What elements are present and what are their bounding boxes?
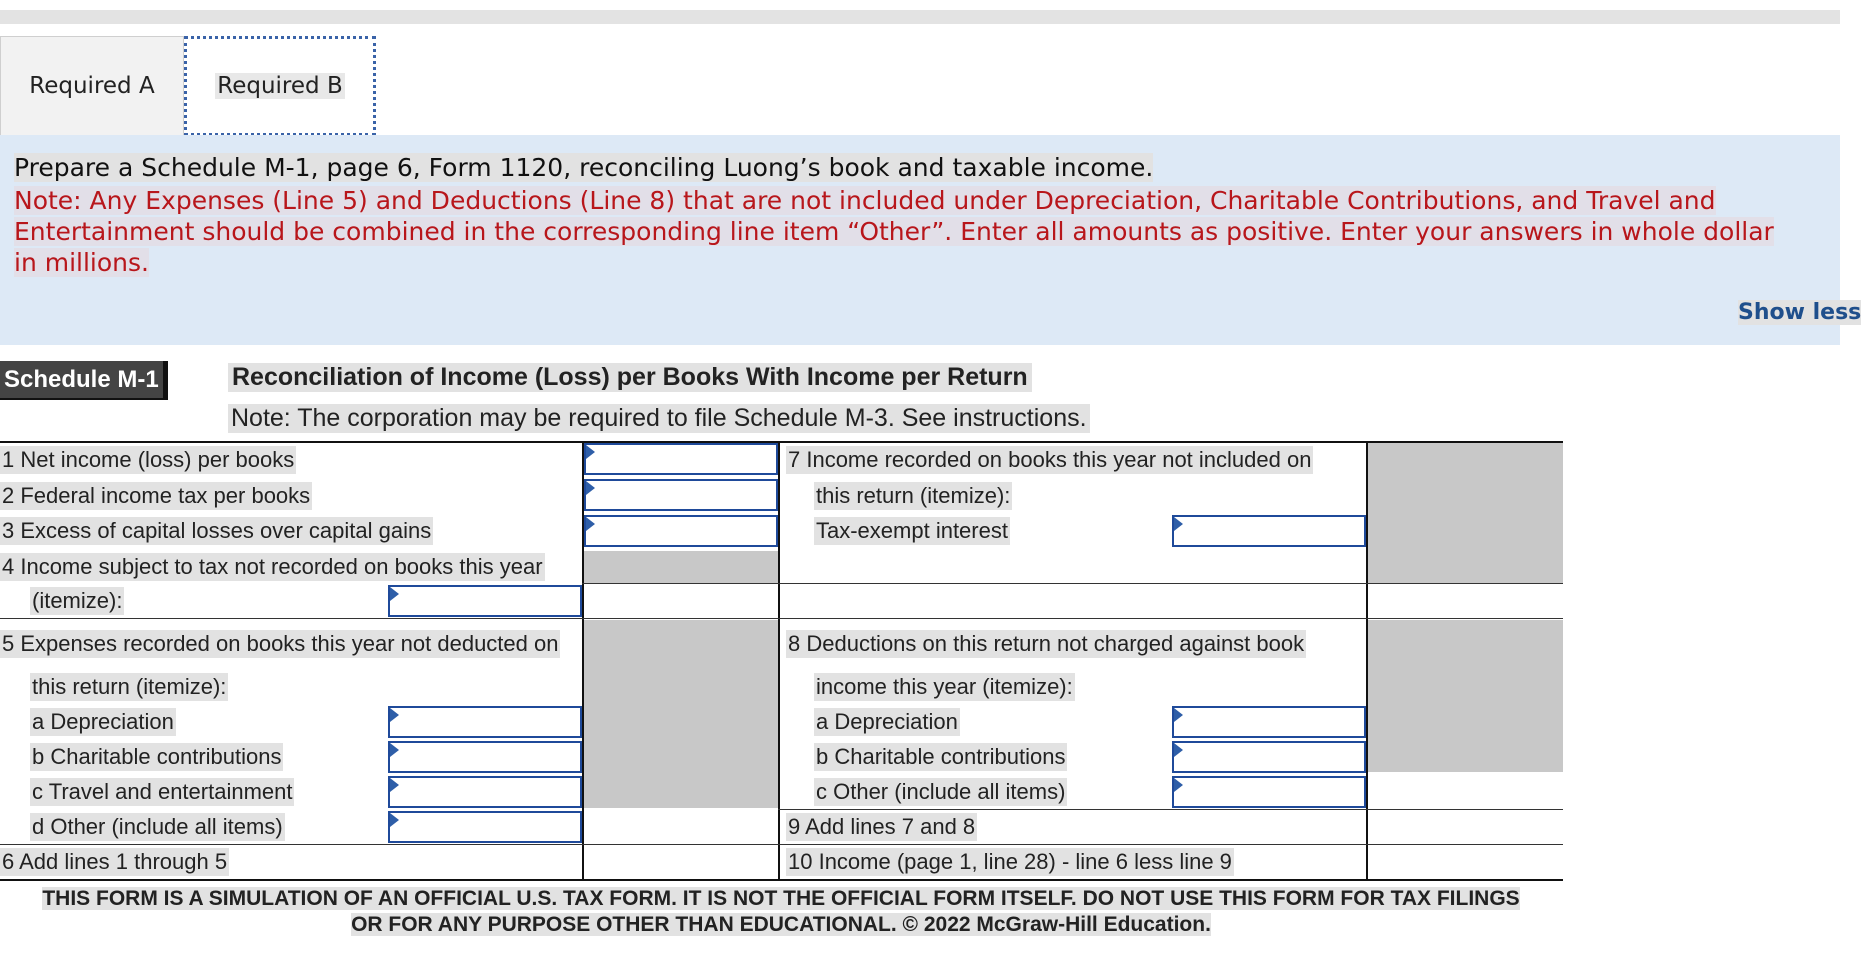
line-5a-input[interactable] [388,706,582,738]
form-disclaimer [0,886,1562,938]
line-9-label: 9 Add lines 7 and 8 [788,814,976,839]
table-border [0,879,1563,881]
line-2-input[interactable] [584,479,778,511]
line-10-label: 10 Income (page 1, line 28) - line 6 less line 9 [788,849,1232,874]
line-7-label: 7 Income recorded on books this year not included on [788,447,1312,472]
line-6-label: 6 Add lines 1 through 5 [2,849,228,874]
top-bar [0,10,1840,24]
row-divider [778,583,779,584]
line-5b-input[interactable] [388,741,582,773]
schedule-note: Note: The corporation may be required to file Schedule M-3. See instructions. [228,404,1090,433]
line-5c-input[interactable] [388,776,582,808]
line-7-itemize: this return (itemize): [816,483,1011,508]
line-4-input[interactable] [388,585,582,617]
tax-exempt-interest-input[interactable] [1172,515,1366,547]
row-divider [778,809,1563,810]
line-5-label: 5 Expenses recorded on books this year not deducted on [2,631,559,656]
column-divider [1366,441,1368,879]
shaded-cell [584,620,778,808]
tab-required-b[interactable] [184,36,376,136]
disclaimer-line: THIS FORM IS A SIMULATION OF AN OFFICIAL U.S. TAX FORM. IT IS NOT THE OFFICIAL FORM ITSELF. DO NOT USE THIS FORM FOR TAX FILINGS [42,887,1520,910]
tab-label: Required A [29,73,155,99]
shaded-cell [1368,620,1563,772]
line-8b-label: b Charitable contributions [816,744,1066,769]
line-8a-label: a Depreciation [816,709,958,734]
disclaimer-line: OR FOR ANY PURPOSE OTHER THAN EDUCATIONAL. © 2022 McGraw-Hill Education. [351,913,1211,936]
line-5d-input[interactable] [388,811,582,843]
instructions-note [14,185,1874,278]
line-3-label: 3 Excess of capital losses over capital gains [2,518,432,543]
instructions-panel [0,135,1862,345]
note-line: in millions. [14,248,149,277]
line-8a-input[interactable] [1172,706,1366,738]
show-less-link[interactable]: Show less [1738,300,1862,325]
column-divider [778,441,780,879]
tab-label: Required B [217,73,343,99]
row-divider [582,583,1563,584]
line-4-itemize: (itemize): [32,588,123,613]
line-1-label: 1 Net income (loss) per books [2,447,295,472]
tab-required-a[interactable] [0,36,184,135]
shaded-cell [584,551,778,584]
row-divider [0,618,1563,619]
line-1-input[interactable] [584,443,778,475]
line-8c-input[interactable] [1172,776,1366,808]
tax-exempt-interest-label: Tax-exempt interest [816,518,1008,543]
line-2-label: 2 Federal income tax per books [2,483,311,508]
line-5c-label: c Travel and entertainment [32,779,293,804]
schedule-title: Reconciliation of Income (Loss) per Books With Income per Return [228,363,1032,392]
line-8c-label: c Other (include all items) [816,779,1066,804]
table-border [0,441,1563,443]
line-5d-label: d Other (include all items) [32,814,283,839]
line-8-itemize: income this year (itemize): [816,674,1073,699]
line-5-itemize: this return (itemize): [32,674,227,699]
line-8b-input[interactable] [1172,741,1366,773]
note-line: Note: Any Expenses (Line 5) and Deductions (Line 8) that are not included under Depreciation, Charitable Contributions, and Travel and [14,186,1716,215]
tab-bar [0,36,1840,136]
line-5b-label: b Charitable contributions [32,744,282,769]
shaded-cell [1368,443,1563,583]
instructions-main: Prepare a Schedule M-1, page 6, Form 1120, reconciling Luong’s book and taxable income. [14,153,1154,182]
note-line: Entertainment should be combined in the corresponding line item “Other”. Enter all amounts as positive. Enter your answers in whole dollar [14,217,1774,246]
line-8-label: 8 Deductions on this return not charged against book [788,631,1305,656]
line-4-label: 4 Income subject to tax not recorded on books this year [2,554,543,579]
schedule-label: Schedule M-1 [0,361,168,400]
line-5a-label: a Depreciation [32,709,174,734]
line-3-input[interactable] [584,515,778,547]
row-divider [0,844,1563,845]
